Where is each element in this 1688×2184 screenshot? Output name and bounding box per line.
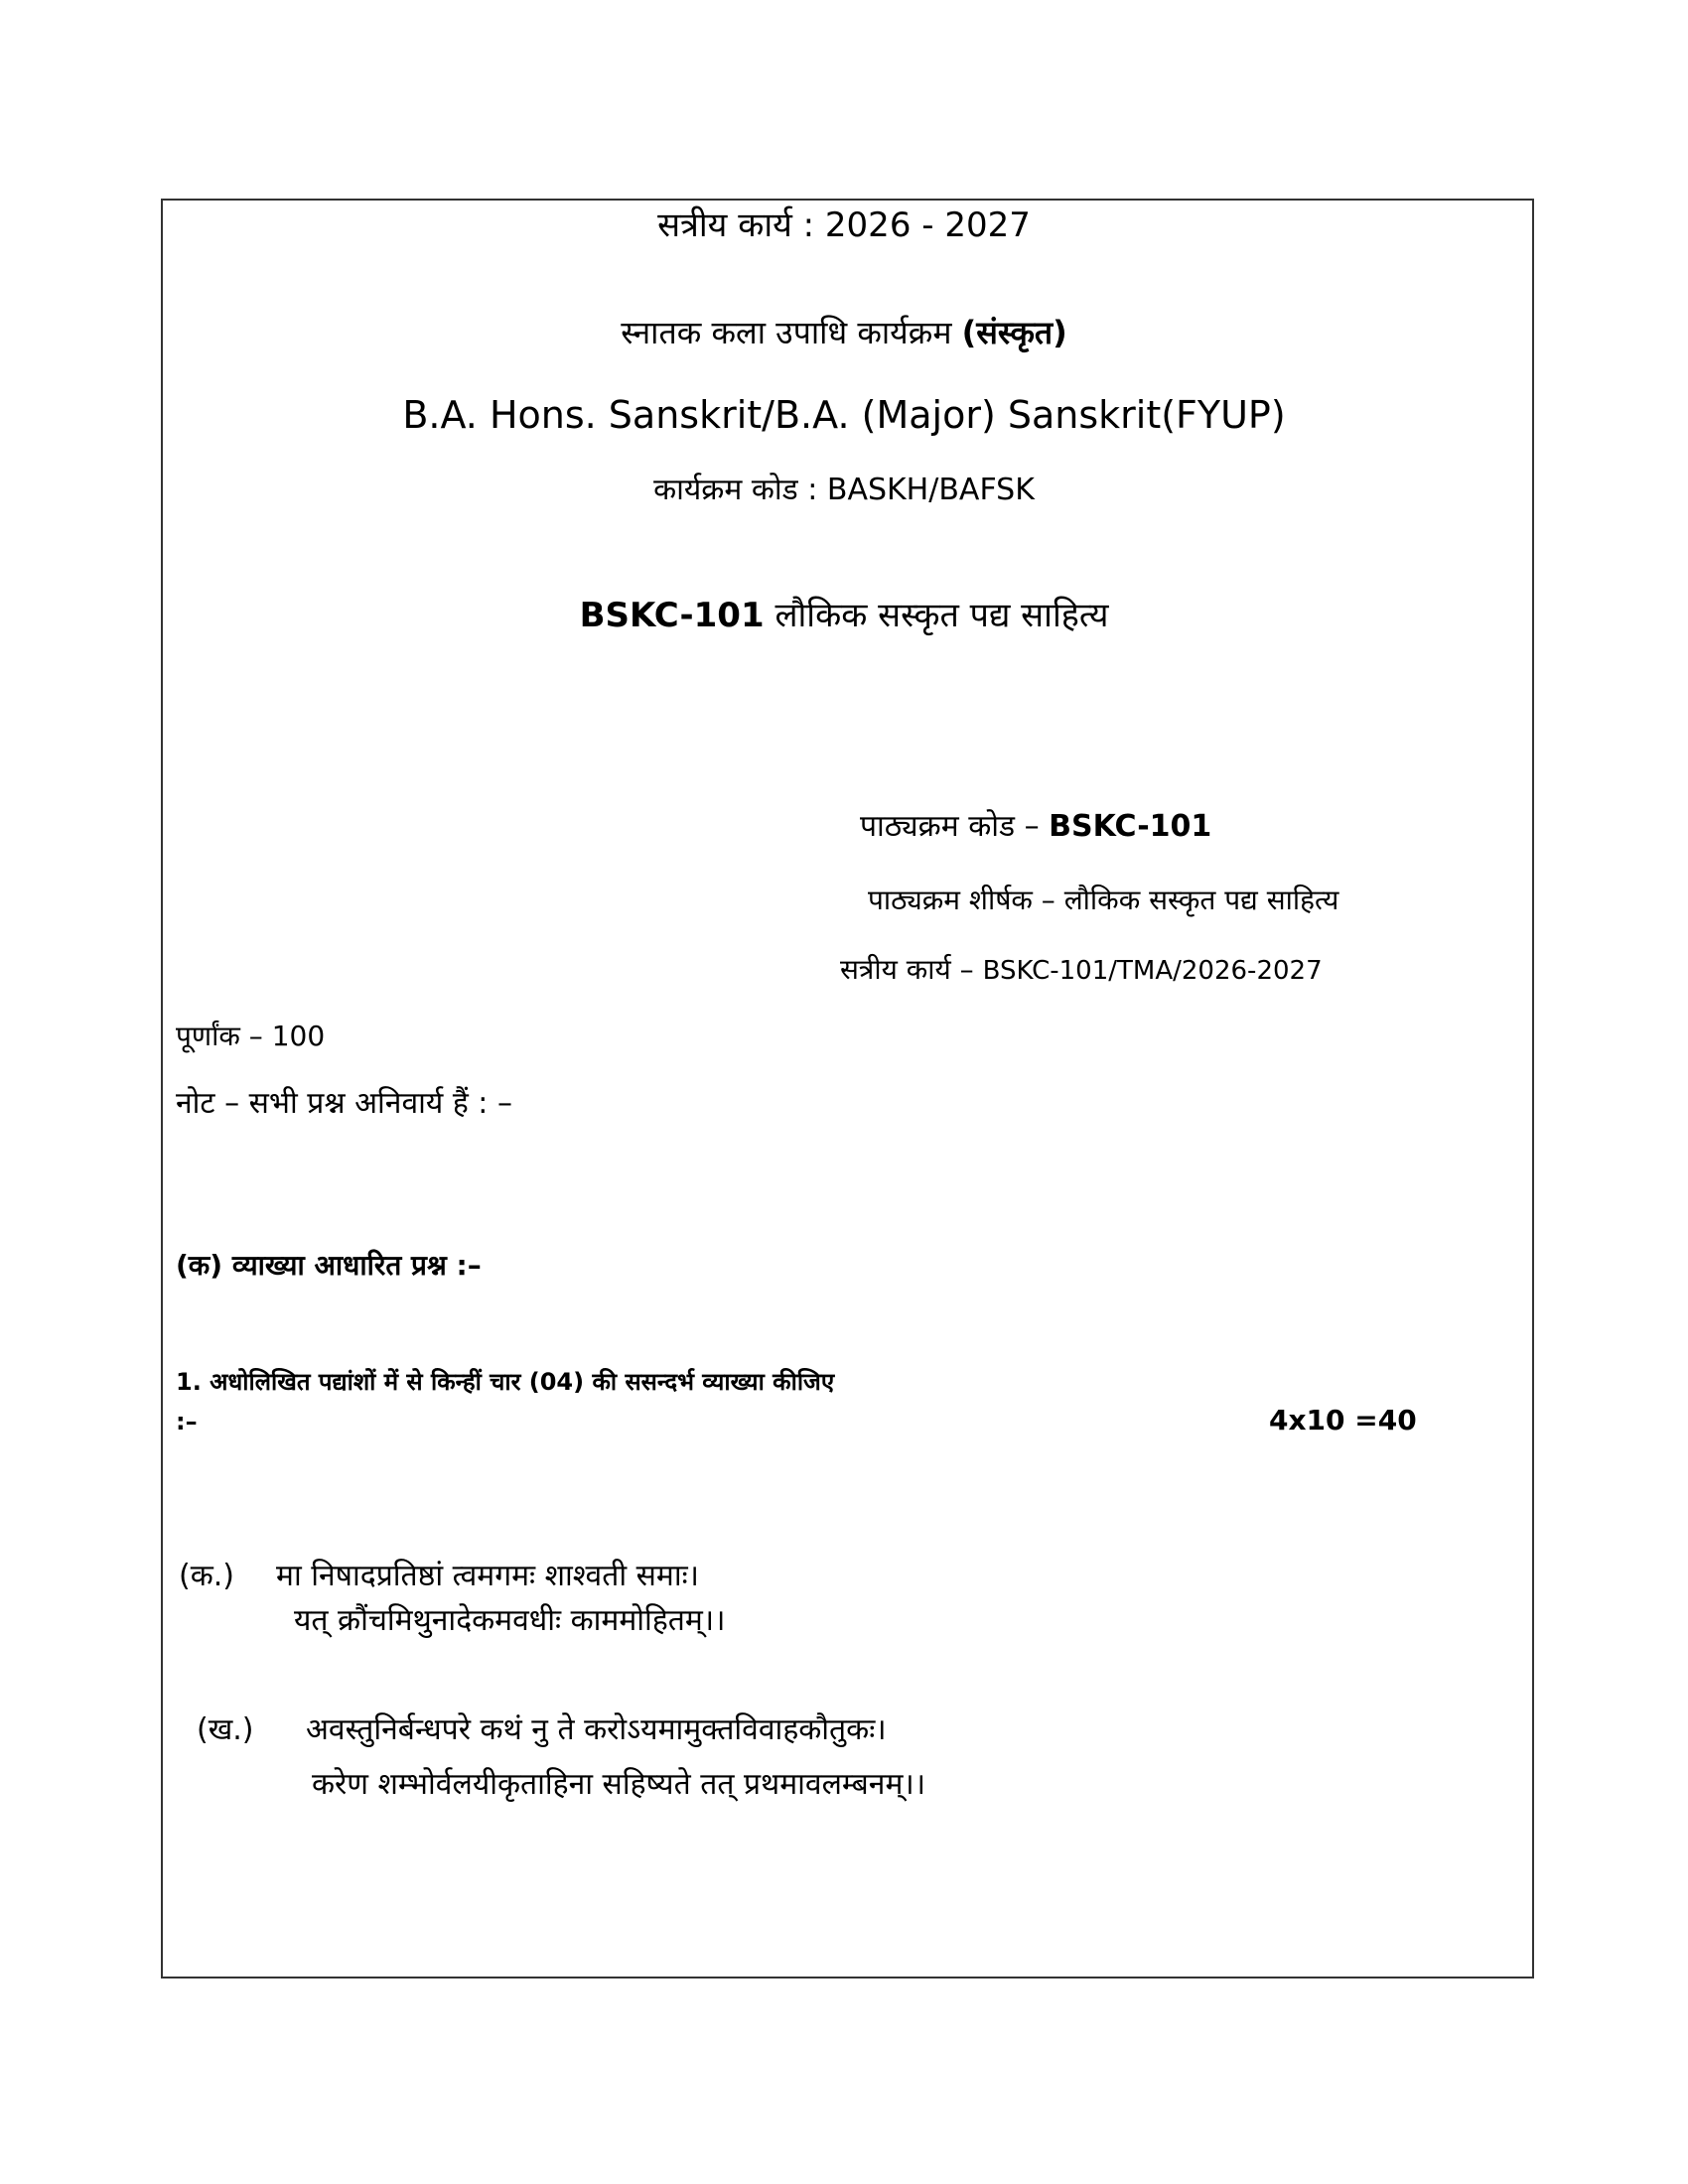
verse-kha-line-1: अवस्तुनिर्बन्धपरे कथं नु ते करोऽयमामुक्तविवाहकौतुकः। [306, 1712, 887, 1747]
course-code-value: BSKC-101 [1049, 809, 1212, 844]
note: नोट – सभी प्रश्न अनिवार्य हैं : – [176, 1086, 512, 1121]
verse-ka-line-1: मा निषादप्रतिष्ठां त्वमगमः शाश्वती समाः। [276, 1559, 700, 1593]
verse-ka-line-2: यत् क्रौंचमिथुनादेकमवधीः काममोहितम्।। [294, 1603, 726, 1638]
course-title-line: पाठ्यक्रम शीर्षक – लौकिक सस्कृत पद्य साहित्य [868, 884, 1339, 916]
assignment-line [840, 953, 1323, 987]
programme-hindi-prefix: स्नातक कला उपाधि कार्यक्रम [621, 314, 952, 351]
verse-kha-line-2: करेण शम्भोर्वलयीकृताहिना सहिष्यते तत् प्रथमावलम्बनम्।। [312, 1767, 926, 1802]
verse-ka-label: (क.) [179, 1559, 234, 1593]
question-1-marks: 4x10 =40 [1269, 1404, 1417, 1436]
programme-hindi-paren: (संस्कृत) [961, 314, 1067, 351]
question-1-suffix: :– [176, 1408, 198, 1435]
section-a-heading: (क) व्याख्या आधारित प्रश्न :– [176, 1249, 482, 1282]
course-heading-title: लौकिक सस्कृत पद्य साहित्य [774, 596, 1109, 635]
course-heading [0, 596, 1688, 636]
programme-hindi [0, 314, 1688, 351]
session-title: सत्रीय कार्य : 2026 - 2027 [657, 205, 1031, 245]
programme-code: कार्यक्रम कोड : BASKH/BAFSK [653, 473, 1035, 507]
verse-kha-label: (ख.) [197, 1712, 254, 1747]
assignment-label: सत्रीय कार्य – [840, 953, 974, 986]
assignment-value: BSKC-101/TMA/2026-2027 [982, 956, 1323, 986]
course-code-line [860, 809, 1211, 845]
course-heading-code: BSKC-101 [579, 596, 765, 635]
full-marks: पूर्णांक – 100 [176, 1020, 326, 1052]
course-code-label: पाठ्यक्रम कोड – [860, 809, 1040, 844]
question-1: 1. अधोलिखित पद्यांशों में से किन्हीं चार (04) की ससन्दर्भ व्याख्या कीजिए [176, 1368, 835, 1396]
programme-english: B.A. Hons. Sanskrit/B.A. (Major) Sanskrit(FYUP) [402, 393, 1286, 437]
